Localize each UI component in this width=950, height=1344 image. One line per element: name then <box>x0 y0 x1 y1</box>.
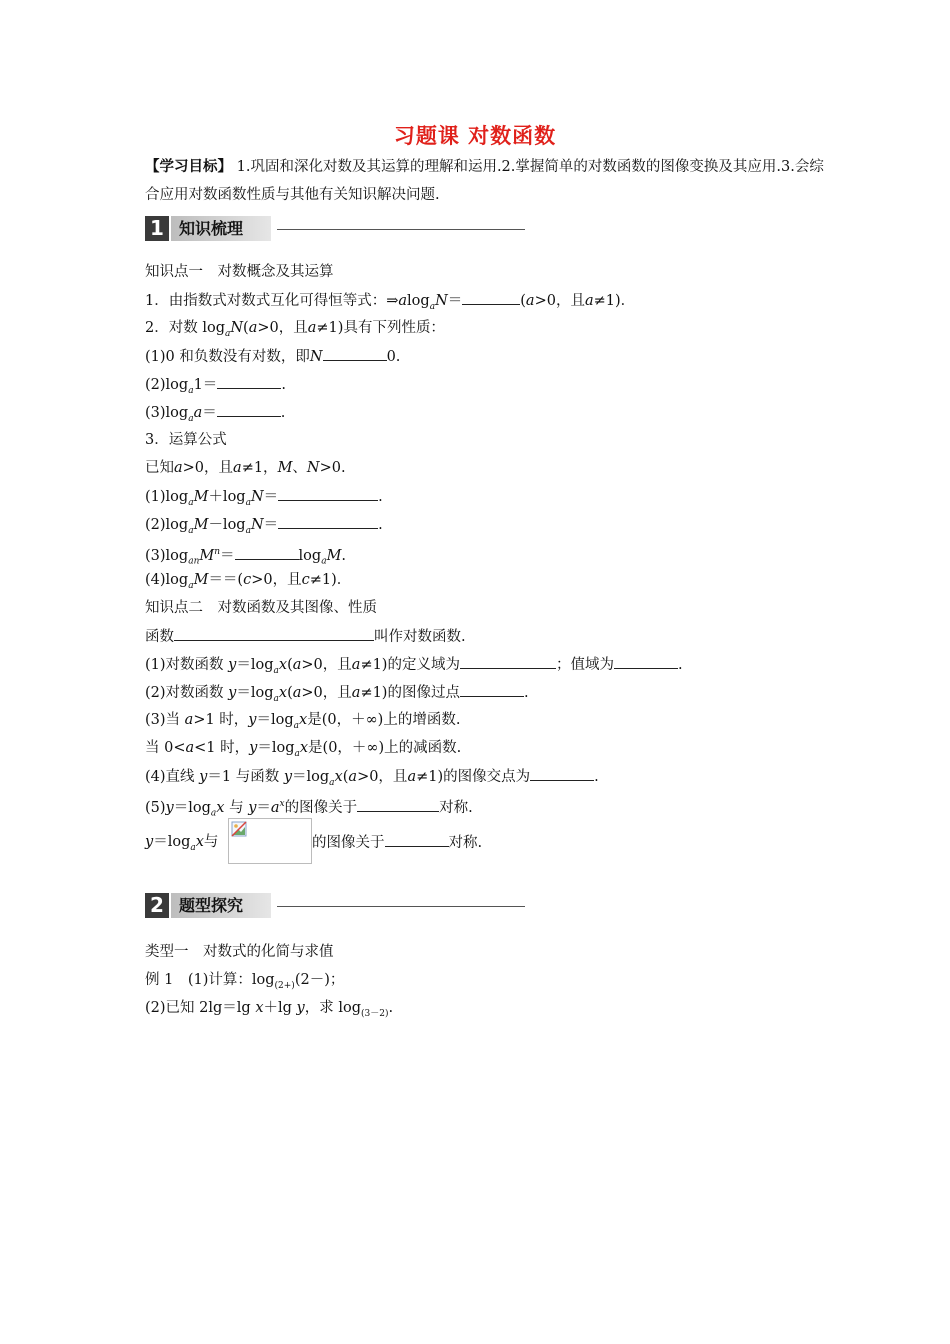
formula-1: $(1)\log_aM+\log_aN=$ . <box>145 484 383 508</box>
section-header-problems <box>145 893 535 921</box>
answer-blank[interactable] <box>323 344 387 361</box>
answer-blank[interactable] <box>217 372 281 389</box>
section-number: 1 <box>145 216 169 241</box>
formula-3: $(3)\log_{an}M^n= \log_aM$. <box>145 540 346 564</box>
section-label: 题型探究 <box>171 893 271 918</box>
learning-goals-label: 【学习目标】 <box>145 158 232 175</box>
answer-blank[interactable] <box>235 543 299 560</box>
identity-line: 1．由指数式对数式互化可得恒等式：⇒alog$_a$N＝ (a>0，且a≠1)． <box>145 288 635 312</box>
knowledge-point-1: 知识点一 对数概念及其运算 <box>145 264 334 280</box>
section-rule <box>277 229 525 230</box>
example-1-part-2: (2)已知 2lg＝lg x＋lg y，求 $\log_{(3-2)}$. <box>145 1000 394 1019</box>
known-conditions: 已知a>0，且a≠1，M、N>0. <box>145 460 346 476</box>
property-3: $(3)\log_aa=$ . <box>145 400 285 424</box>
section-label: 知识梳理 <box>171 216 271 241</box>
formula-2: $(2)\log_aM-\log_aN=$ . <box>145 512 383 536</box>
answer-blank[interactable] <box>462 288 520 305</box>
example-1-part-1: 例 1 (1)计算：$\log_{(2+)}(2-)$； <box>145 972 345 991</box>
answer-blank[interactable] <box>385 830 449 847</box>
answer-blank[interactable] <box>217 400 281 417</box>
answer-blank[interactable] <box>614 652 678 669</box>
symmetry-line-2-end: 的图像关于 对称. <box>312 830 482 854</box>
answer-blank[interactable] <box>460 652 556 669</box>
symmetry-line-2-start: $y=\log_ax$与 <box>145 834 219 853</box>
learning-goals <box>145 153 825 209</box>
problem-type-1: 类型一 对数式的化简与求值 <box>145 944 334 960</box>
section-number: 2 <box>145 893 169 918</box>
page-title: 习题课 对数函数 <box>393 123 557 148</box>
formula-4: $(4)\log_aM==(c>0$，且c≠1)． <box>145 572 352 591</box>
decreasing-line: 当 0<a<1 时，$y=\log_ax$是(0，＋∞)上的减函数. <box>145 740 462 759</box>
intersection-line: (4)直线 y＝1 与函数 $y=\log_ax(a>0$，且a≠1)的图像交点为 . <box>145 764 599 788</box>
section-rule <box>277 906 525 907</box>
symmetry-line-1: $(5)y=\log_ax$ 与 $y=a^x$的图像关于 对称. <box>145 792 473 816</box>
definition-line: 函数 叫作对数函数. <box>145 624 466 648</box>
broken-image-icon <box>231 821 247 837</box>
answer-blank[interactable] <box>460 680 524 697</box>
domain-range-line: (1)对数函数 $y=\log_ax(a>0$，且a≠1)的定义域为 ；值域为 . <box>145 652 683 676</box>
fixed-point-line: (2)对数函数 $y=\log_ax(a>0$，且a≠1)的图像过点 . <box>145 680 529 704</box>
operation-formulas-heading: 3．运算公式 <box>145 432 227 448</box>
answer-blank[interactable] <box>278 512 378 529</box>
answer-blank[interactable] <box>530 764 594 781</box>
learning-goals-text: 1.巩固和深化对数及其运算的理解和运用.2.掌握简单的对数函数的图像变换及其应用.3.会综合应用对数函数性质与其他有关知识解决问题. <box>145 159 824 203</box>
log-properties-line: 2．对数 $\log_aN(a>0$，且a≠1)具有下列性质： <box>145 320 445 339</box>
missing-image-placeholder <box>228 818 312 864</box>
increasing-line: (3)当 a>1 时，$y=\log_ax$是(0，＋∞)上的增函数. <box>145 712 461 731</box>
section-header-knowledge <box>145 216 535 244</box>
property-1: (1)0 和负数没有对数，即N 0. <box>145 344 400 368</box>
knowledge-point-2: 知识点二 对数函数及其图像、性质 <box>145 600 377 616</box>
answer-blank[interactable] <box>278 484 378 501</box>
answer-blank[interactable] <box>174 624 374 641</box>
property-2: $(2)\log_a1=$ . <box>145 372 286 396</box>
answer-blank[interactable] <box>357 795 439 812</box>
